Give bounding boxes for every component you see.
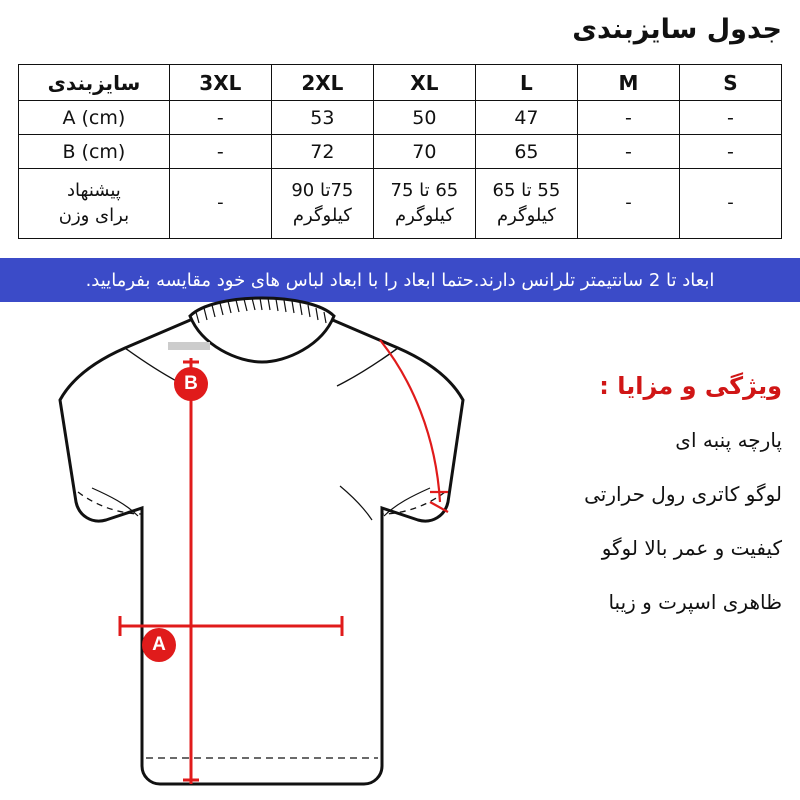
cell-b-m: - bbox=[577, 135, 679, 169]
chest-logo-mark bbox=[168, 342, 210, 350]
table-row-b bbox=[19, 135, 782, 169]
row-label-b: B (cm) bbox=[19, 135, 170, 169]
cell-w-m: - bbox=[577, 169, 679, 239]
header-cell-xl: XL bbox=[373, 65, 475, 101]
row-label-weight-line1: پیشنهاد bbox=[67, 180, 121, 202]
shirt-body-outline bbox=[60, 318, 463, 784]
cell-w-l bbox=[475, 169, 577, 239]
cell-b-3xl: - bbox=[169, 135, 271, 169]
tolerance-note: ابعاد تا 2 سانتیمتر تلرانس دارند.حتما ابعاد را با ابعاد لباس های خود مقایسه بفرمایید. bbox=[0, 258, 800, 302]
header-cell-m: M bbox=[577, 65, 679, 101]
cell-w-3xl: - bbox=[169, 169, 271, 239]
cell-w-xl-line2: کیلوگرم bbox=[394, 204, 454, 226]
table-row-weight bbox=[19, 169, 782, 239]
cell-b-2xl: 72 bbox=[271, 135, 373, 169]
table-header-row bbox=[19, 65, 782, 101]
cell-w-l-line1: 55 تا 65 bbox=[492, 180, 561, 202]
feature-item-2: لوگو کاتری رول حرارتی bbox=[584, 482, 782, 506]
features-title: ویژگی و مزایا : bbox=[599, 372, 782, 400]
measure-badge-b: B bbox=[174, 367, 208, 401]
cell-a-l: 47 bbox=[475, 101, 577, 135]
cell-b-s: - bbox=[679, 135, 781, 169]
cell-a-xl: 50 bbox=[373, 101, 475, 135]
cell-w-2xl bbox=[271, 169, 373, 239]
cell-b-l: 65 bbox=[475, 135, 577, 169]
tshirt-diagram bbox=[0, 296, 520, 800]
header-cell-2xl: 2XL bbox=[271, 65, 373, 101]
row-label-weight-line2: برای وزن bbox=[58, 204, 130, 226]
cell-b-xl: 70 bbox=[373, 135, 475, 169]
header-cell-s: S bbox=[679, 65, 781, 101]
cell-w-l-line2: کیلوگرم bbox=[496, 204, 556, 226]
measure-badge-a: A bbox=[142, 628, 176, 662]
feature-item-1: پارچه پنبه ای bbox=[675, 428, 782, 452]
cell-w-xl-line1: 65 تا 75 bbox=[390, 180, 459, 202]
cell-w-xl bbox=[373, 169, 475, 239]
cell-a-s: - bbox=[679, 101, 781, 135]
row-label-weight bbox=[19, 169, 170, 239]
cell-w-2xl-line2: کیلوگرم bbox=[292, 204, 352, 226]
size-table bbox=[18, 64, 782, 239]
header-cell-l: L bbox=[475, 65, 577, 101]
header-cell-rowlabel: سایزبندی bbox=[19, 65, 170, 101]
cell-w-s: - bbox=[679, 169, 781, 239]
cell-w-2xl-line1: 75تا 90 bbox=[291, 180, 354, 202]
feature-item-3: کیفیت و عمر بالا لوگو bbox=[601, 536, 782, 560]
features-block bbox=[542, 372, 782, 644]
cell-a-3xl: - bbox=[169, 101, 271, 135]
page-title: جدول سایزبندی bbox=[572, 14, 782, 45]
tshirt-illustration bbox=[0, 296, 520, 800]
table-row-a bbox=[19, 101, 782, 135]
row-label-a: A (cm) bbox=[19, 101, 170, 135]
header-cell-3xl: 3XL bbox=[169, 65, 271, 101]
cell-a-2xl: 53 bbox=[271, 101, 373, 135]
feature-item-4: ظاهری اسپرت و زیبا bbox=[608, 590, 782, 614]
cell-a-m: - bbox=[577, 101, 679, 135]
